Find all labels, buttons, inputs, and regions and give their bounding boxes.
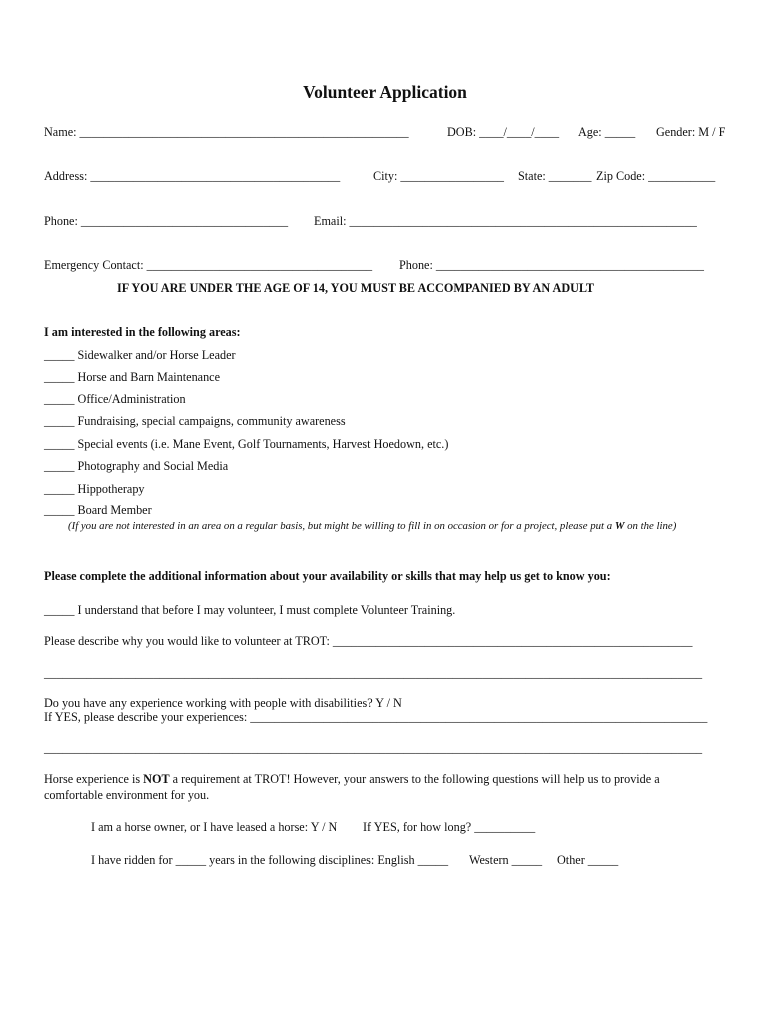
additional-heading: Please complete the additional information about your availability or skills that may help us get to know you:	[44, 569, 611, 583]
state-field[interactable]: State: _______	[518, 169, 592, 183]
disability-description-field[interactable]: If YES, please describe your experiences: ___________________________________________________________________________	[44, 710, 708, 724]
other-discipline-field[interactable]: Other _____	[557, 853, 619, 867]
horse-experience-not: NOT	[143, 772, 170, 786]
interests-note-w: W	[614, 520, 625, 532]
interest-item[interactable]: _____ Special events (i.e. Mane Event, Golf Tournaments, Harvest Hoedown, etc.)	[44, 437, 449, 451]
age-field[interactable]: Age: _____	[578, 125, 636, 139]
interest-item[interactable]: _____ Horse and Barn Maintenance	[44, 370, 220, 384]
age-notice: IF YOU ARE UNDER THE AGE OF 14, YOU MUST BE ACCOMPANIED BY AN ADULT	[117, 281, 595, 295]
interest-item[interactable]: _____ Board Member	[44, 503, 152, 517]
interest-item[interactable]: _____ Office/Administration	[44, 392, 186, 406]
interests-note-text: (If you are not interested in an area on a regular basis, but might be willing to fill in on occasion or for a project, please put a	[68, 520, 615, 532]
horse-experience-text	[44, 772, 660, 786]
ridden-years-field[interactable]: I have ridden for _____ years in the following disciplines: English _____	[91, 853, 449, 867]
how-long-field[interactable]: If YES, for how long? __________	[363, 820, 536, 834]
why-volunteer-field[interactable]: Please describe why you would like to volunteer at TROT: ___________________________________________________________	[44, 634, 693, 648]
interests-note	[68, 519, 676, 533]
training-acknowledgement-field[interactable]: _____ I understand that before I may volunteer, I must complete Volunteer Training.	[44, 603, 456, 617]
address-field[interactable]: Address: _________________________________________	[44, 169, 341, 183]
city-field[interactable]: City: _________________	[373, 169, 505, 183]
emergency-contact-field[interactable]: Emergency Contact: _____________________________________	[44, 258, 373, 272]
zip-code-field[interactable]: Zip Code: ___________	[596, 169, 716, 183]
western-field[interactable]: Western _____	[469, 853, 543, 867]
gender-field[interactable]: Gender: M / F	[656, 125, 726, 139]
interests-note-end: on the line)	[624, 520, 677, 532]
disability-question[interactable]: Do you have any experience working with people with disabilities? Y / N	[44, 696, 402, 710]
page-title: Volunteer Application	[303, 82, 467, 102]
why-volunteer-line[interactable]: ____________________________________________________________________________________________________________	[44, 666, 703, 680]
dob-field[interactable]: DOB: ____/____/____	[447, 125, 560, 139]
interests-heading: I am interested in the following areas:	[44, 325, 241, 339]
horse-experience-part2: a requirement at TROT! However, your answers to the following questions will help us to provide a	[169, 772, 660, 786]
interest-item[interactable]: _____ Hippotherapy	[44, 482, 145, 496]
emergency-phone-field[interactable]: Phone: ____________________________________________	[399, 258, 705, 272]
name-field[interactable]: Name: ______________________________________________________	[44, 125, 409, 139]
phone-field[interactable]: Phone: __________________________________	[44, 214, 289, 228]
interest-item[interactable]: _____ Fundraising, special campaigns, community awareness	[44, 414, 346, 428]
interest-item[interactable]: _____ Sidewalker and/or Horse Leader	[44, 348, 236, 362]
horse-experience-text-2: comfortable environment for you.	[44, 788, 210, 802]
horse-experience-part1: Horse experience is	[44, 772, 144, 786]
horse-owner-question[interactable]: I am a horse owner, or I have leased a horse: Y / N	[91, 820, 338, 834]
email-field[interactable]: Email: _________________________________________________________	[314, 214, 697, 228]
interest-item[interactable]: _____ Photography and Social Media	[44, 459, 229, 473]
disability-description-line[interactable]: ____________________________________________________________________________________________________________	[44, 741, 703, 755]
